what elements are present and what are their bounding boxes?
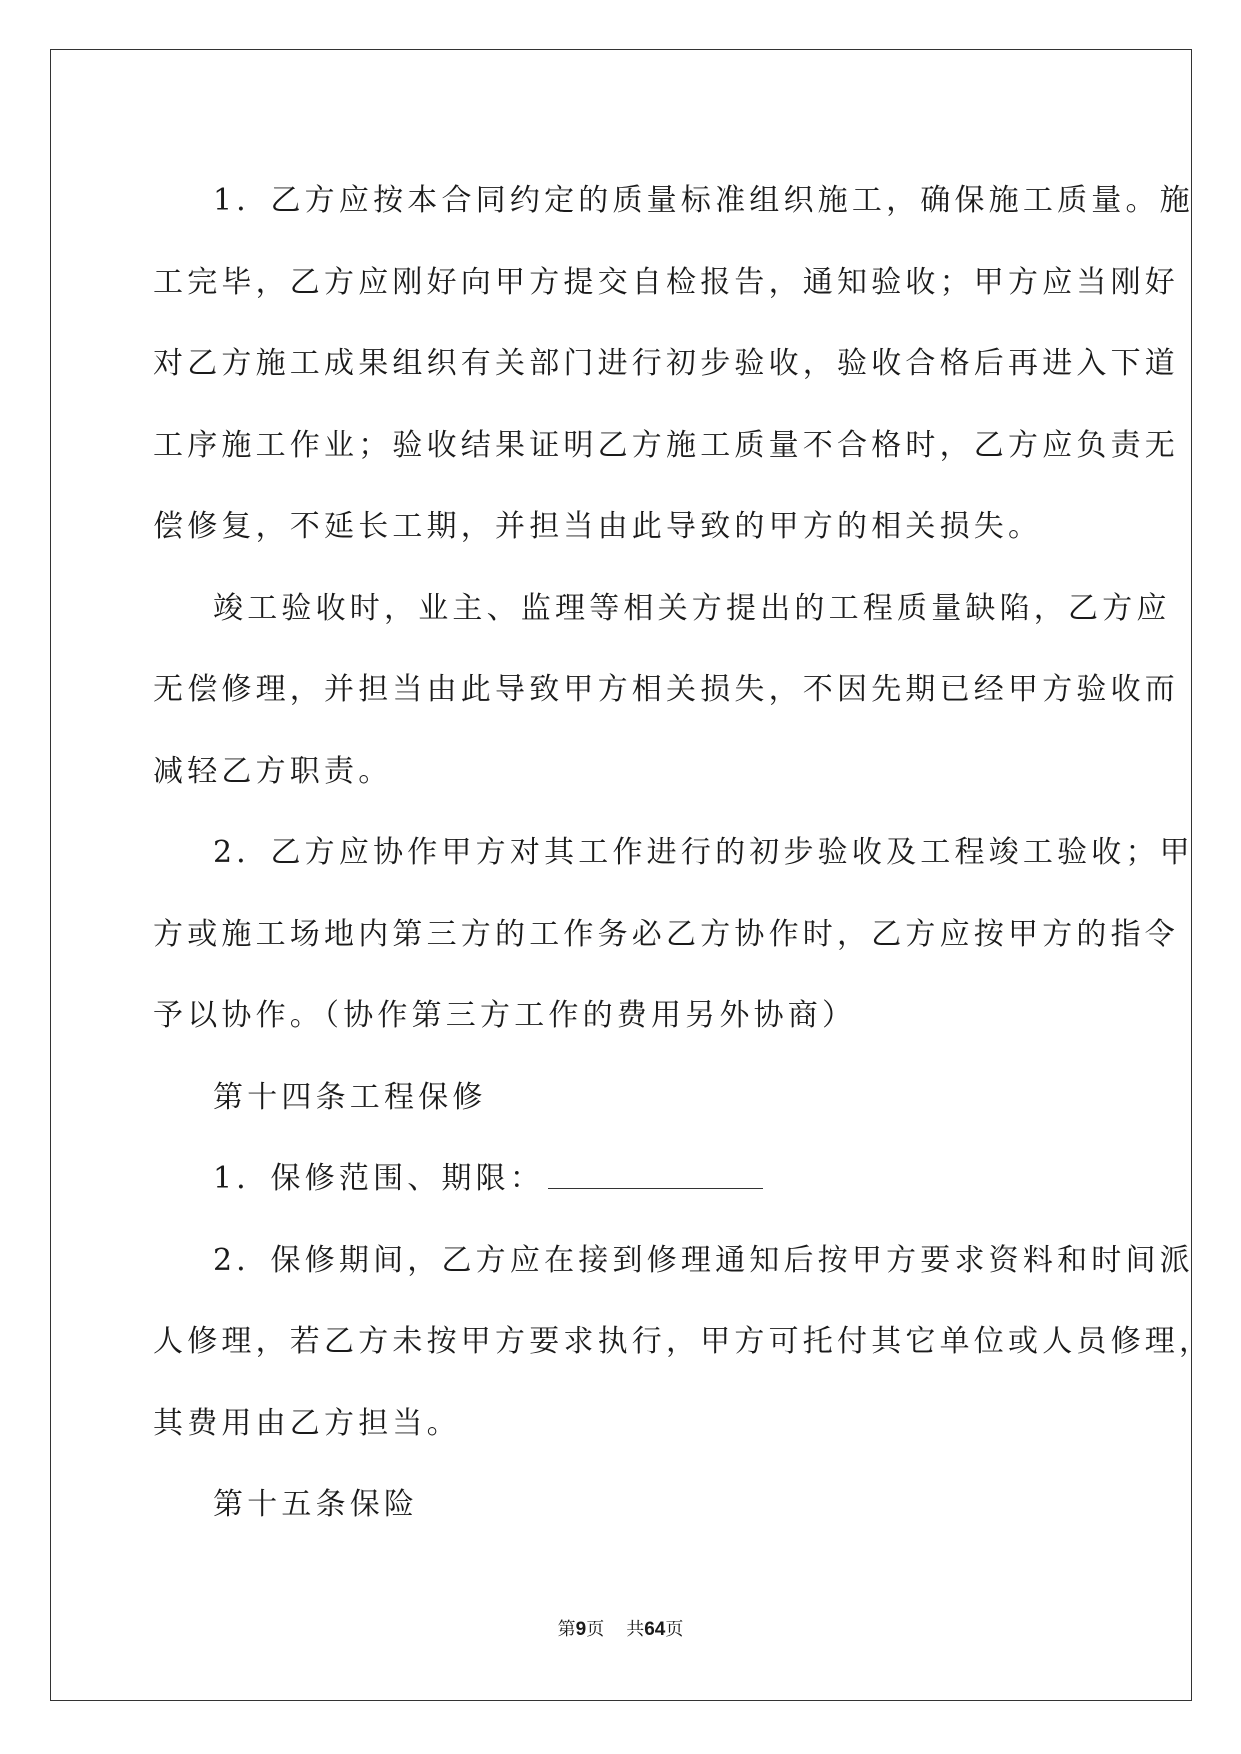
paragraph-line: 对乙方施工成果组织有关部门进行初步验收，验收合格后再进入下道 [153, 346, 1179, 381]
paragraph-line: 偿修复，不延长工期，并担当由此导致的甲方的相关损失。 [153, 509, 1043, 544]
document-body [153, 160, 1214, 1546]
section-heading: 第十四条工程保修 [213, 1079, 487, 1115]
paragraph-line: 其费用由乙方担当。 [153, 1405, 461, 1441]
paragraph-line: 工序施工作业；验收结果证明乙方施工质量不合格时，乙方应负责无 [153, 427, 1179, 463]
paragraph-line: 2．保修期间，乙方应在接到修理通知后按甲方要求资料和时间派 [213, 1242, 1194, 1278]
paragraph-line: 无偿修理，并担当由此导致甲方相关损失，不因先期已经甲方验收而 [153, 672, 1179, 707]
page-footer [0, 1618, 1241, 1642]
page-number: 9 [575, 1619, 587, 1640]
paragraph-line: 1．乙方应按本合同约定的质量标准组织施工，确保施工质量。施 [213, 183, 1194, 218]
paragraph-line: 工完毕，乙方应刚好向甲方提交自检报告，通知验收；甲方应当刚好 [153, 264, 1179, 300]
paragraph-line: 减轻乙方职责。 [153, 753, 393, 789]
paragraph-line: 竣工验收时，业主、监理等相关方提出的工程质量缺陷，乙方应 [213, 590, 1171, 626]
warranty-scope-label: 1．保修范围、期限： [213, 1161, 545, 1196]
total-pages: 64 [644, 1619, 666, 1640]
total-suffix: 页 [665, 1619, 684, 1640]
paragraph-line: 予以协作。（协作第三方工作的费用另外协商） [153, 998, 857, 1033]
section-heading: 第十五条保险 [213, 1487, 419, 1522]
paragraph-line: 方或施工场地内第三方的工作务必乙方协作时，乙方应按甲方的指令 [153, 916, 1179, 952]
paragraph-line: 2．乙方应协作甲方对其工作进行的初步验收及工程竣工验收；甲 [213, 835, 1194, 870]
page-suffix: 页 [586, 1619, 605, 1640]
paragraph-line: 人修理，若乙方未按甲方要求执行，甲方可托付其它单位或人员修理， [153, 1324, 1214, 1359]
total-prefix: 共 [626, 1619, 645, 1640]
warranty-scope-line [153, 1138, 1103, 1220]
fill-in-blank [548, 1168, 763, 1189]
page-prefix: 第 [557, 1619, 576, 1640]
